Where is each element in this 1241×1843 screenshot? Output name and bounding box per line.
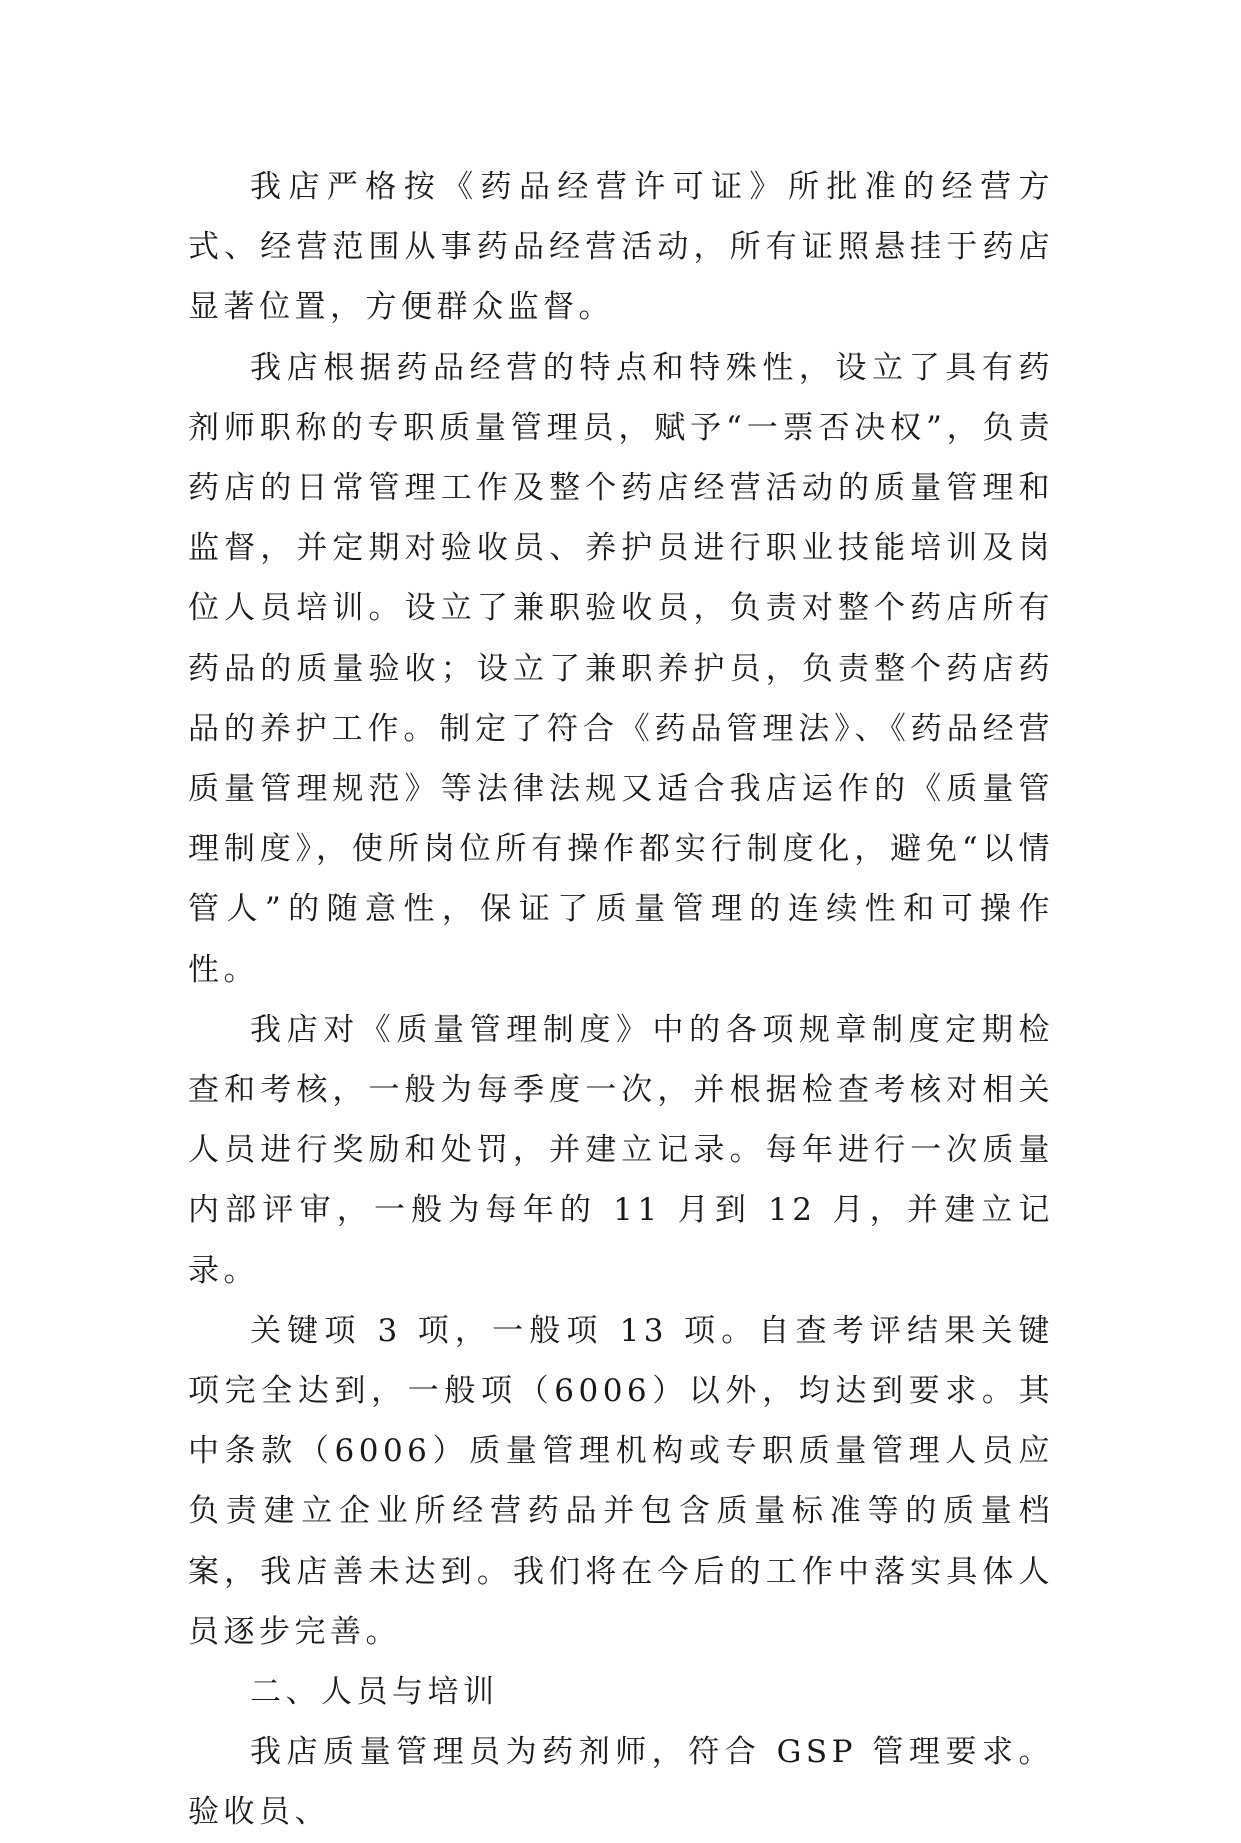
paragraph-quality-staff: 我店根据药品经营的特点和特殊性，设立了具有药剂师职称的专职质量管理员，赋予“一票否决权”，负责药店的日常管理工作及整个药店经营活动的质量管理和监督，并定期对验收员、养护员进行职业技能培训及岗位人员培训。设立了兼职验收员，负责对整个药店所有药品的质量验收；设立了兼职养护员，负责整个药店药品的养护工作。制定了符合《药品管理法》、《药品经营质量管理规范》等法律法规又适合我店运作的《质量管理制度》，使所岗位所有操作都实行制度化，避免“以情管人”的随意性，保证了质量管理的连续性和可操作性。: [188, 349, 1054, 988]
paragraph-self-check-results: 关键项 3 项，一般项 13 项。自查考评结果关键项完全达到，一般项（6006）以外，均达到要求。其中条款（6006）质量管理机构或专职质量管理人员应负责建立企业所经营药品并包含质量标准等的质量档案，我店善未达到。我们将在今后的工作中落实具体人员逐步完善。: [188, 1312, 1054, 1650]
section-heading-personnel-training: 二、人员与培训: [250, 1674, 499, 1711]
paragraph-license-scope: 我店严格按《药品经营许可证》所批准的经营方式、经营范围从事药品经营活动，所有证照悬挂于药店显著位置，方便群众监督。: [188, 169, 1054, 326]
paragraph-quality-manager: 我店质量管理员为药剂师，符合 GSP 管理要求。验收员、: [188, 1734, 1054, 1831]
paragraph-inspection: 我店对《质量管理制度》中的各项规章制度定期检查和考核，一般为每季度一次，并根据检查考核对相关人员进行奖励和处罚，并建立记录。每年进行一次质量内部评审，一般为每年的 11 月到 12 月，并建立记录。: [188, 1011, 1054, 1289]
document-body: [188, 157, 1054, 1843]
